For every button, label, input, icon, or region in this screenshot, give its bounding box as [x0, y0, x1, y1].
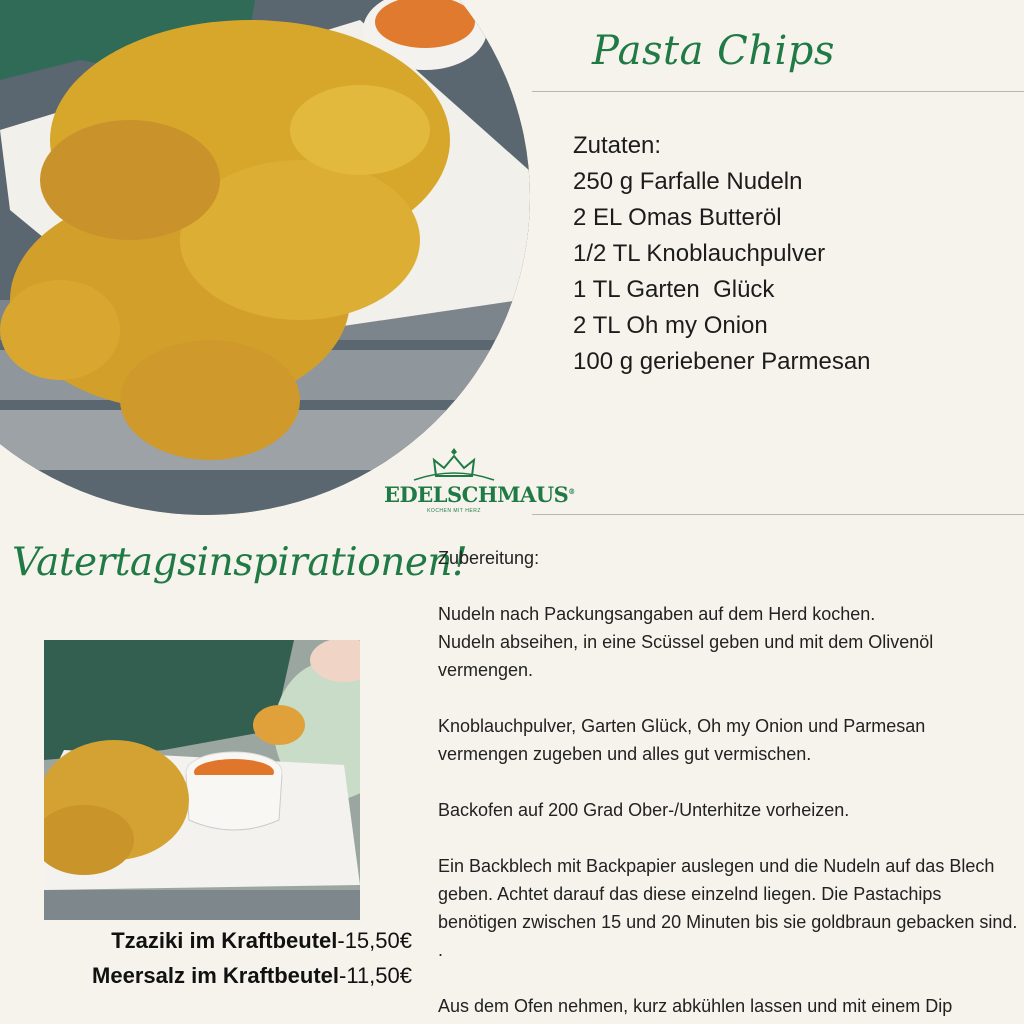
preparation-step: Nudeln abseihen, in eine Scüssel geben und mit dem Olivenöl vermengen. [438, 632, 934, 680]
title-divider [532, 91, 1024, 92]
pasta-chips-photo-drawing [0, 0, 530, 515]
preparation-step: Backofen auf 200 Grad Ober-/Unterhitze vorheizen. [438, 800, 850, 820]
ingredients-heading: Zutaten: [573, 132, 662, 159]
ingredient-item: 1 TL Garten Glück [573, 276, 775, 303]
product-meersalz [92, 963, 412, 989]
preparation-step: Ein Backblech mit Backpapier auslegen und die Nudeln auf das Blech geben. Achtet darauf das diese einzelnd liegen. Die Pastachips benötigen zwischen 15 und 20 Minuten bis sie goldbraun gebacken sind. . [438, 856, 1018, 960]
dip-photo-drawing [44, 640, 360, 920]
logo-tagline: KOCHEN MIT HERZ [427, 508, 481, 514]
product-price: -15,50€ [337, 928, 412, 953]
ingredient-item: 1/2 TL Knoblauchpulver [573, 240, 826, 267]
section-divider [532, 514, 1024, 515]
product-price: -11,50€ [339, 963, 412, 988]
ingredient-item: 250 g Farfalle Nudeln [573, 168, 803, 195]
product-name: Meersalz im Kraftbeutel [92, 963, 340, 988]
preparation-step: Aus dem Ofen nehmen, kurz abkühlen lassen und mit einem Dip [438, 996, 953, 1016]
registered-mark: ® [568, 487, 575, 496]
preparation-step: Knoblauchpulver, Garten Glück, Oh my Onion und Parmesan vermengen zugeben und alles gut vermischen. [438, 716, 926, 764]
preparation-step: Nudeln nach Packungsangaben auf dem Herd kochen. [438, 604, 876, 624]
ingredient-item: 2 EL Omas Butteröl [573, 204, 782, 231]
ingredient-item: 2 TL Oh my Onion [573, 312, 768, 339]
logo-name: EDELSCHMAUS [384, 482, 569, 507]
preparation-text [438, 544, 1024, 1020]
product-name: Tzaziki im Kraftbeutel [111, 928, 338, 953]
ingredient-item: 100 g geriebener Parmesan [573, 348, 871, 375]
preparation-heading: Zubereitung: [438, 548, 540, 568]
dip-photo [44, 640, 360, 920]
promo-heading: Vatertagsinspirationen! [12, 540, 468, 585]
ingredients-list [573, 128, 871, 380]
edelschmaus-logo [384, 446, 575, 524]
crown-icon [384, 446, 524, 486]
recipe-title: Pasta Chips [592, 28, 835, 74]
product-tzaziki [111, 928, 412, 954]
pasta-chips-photo [0, 0, 530, 515]
